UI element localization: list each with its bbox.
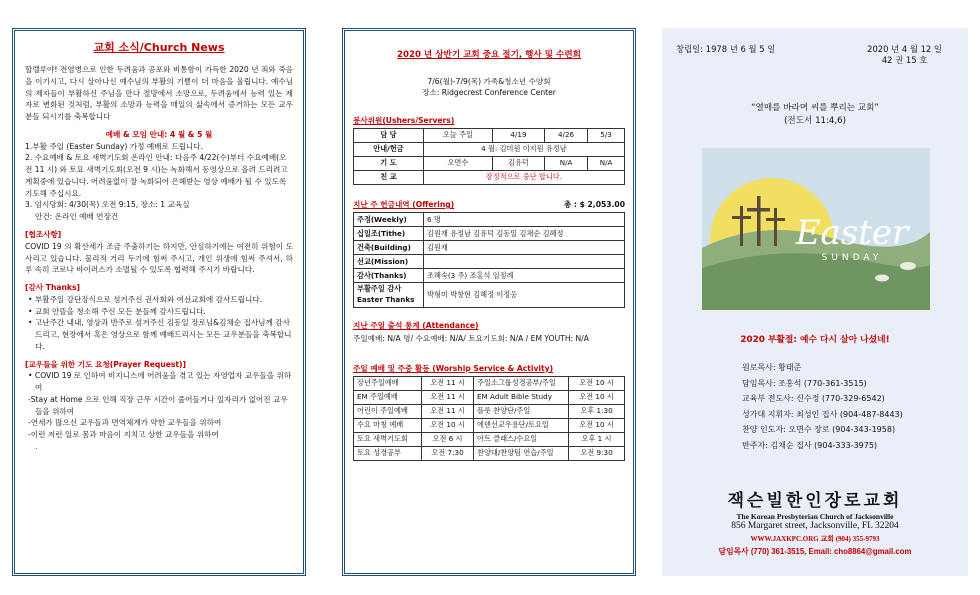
- staff-item: 원로목사: 황태준: [742, 363, 802, 372]
- table-cell: 오전 10 시: [569, 419, 625, 433]
- prayer-item: -이런 저런 일로 몸과 마음이 지치고 상한 교우들을 위하여: [28, 430, 219, 440]
- staff-item: 교육부 전도사: 신수정 (770-329-6542): [742, 394, 885, 404]
- table-row: [354, 283, 625, 308]
- table-cell: EM 주일예배: [354, 391, 422, 405]
- table-cell: 친 교: [354, 171, 424, 185]
- table-row: [354, 405, 625, 419]
- activities-title: 주일 예배 및 주중 활동 (Worship Service & Activity): [353, 363, 554, 373]
- servers-table: [353, 128, 625, 185]
- prayer-title: [교우들을 위한 기도 요청(Prayer Request)]: [25, 359, 186, 369]
- prayer-item: • COVID 19 로 인하여 비지니스에 어려움을 겪고 있는 자영업자 교우들을 위하여: [28, 371, 292, 393]
- activities-table: [353, 376, 625, 461]
- events-panel: [342, 28, 636, 576]
- english-name: The Korean Presbyterian Church of Jacksonville: [736, 512, 894, 521]
- table-cell: 수요 마칭 예배: [354, 419, 422, 433]
- table-cell: 4 월: 김미원 이지원 유정남: [423, 143, 624, 157]
- staff-list: [742, 360, 903, 454]
- table-cell: 잠정적으로 중단 합니다.: [423, 171, 624, 185]
- offering-title: 지난 주 헌금내역 (Offering): [353, 200, 455, 210]
- table-cell: 플룻 찬양단/주일: [474, 405, 569, 419]
- table-row: [354, 227, 625, 241]
- table-cell: 오면수: [423, 157, 492, 171]
- table-row: [354, 171, 625, 185]
- church-contact: [662, 512, 968, 557]
- table-cell: 십일조(Tithe): [354, 227, 424, 241]
- table-row: [354, 157, 625, 171]
- easter-word: Easter: [795, 213, 909, 253]
- table-row: [354, 213, 625, 227]
- table-row: [354, 143, 625, 157]
- table-cell: 찬양대/찬양팀 연습/주일: [474, 447, 569, 461]
- verse-reference: (전도서 11:4,6): [784, 115, 846, 126]
- website-link[interactable]: WWW.JAXKPC.ORG 교회 (904) 355-9793: [750, 535, 880, 544]
- motto-text: “열매를 바라며 씨를 뿌리는 교회”: [751, 103, 879, 113]
- staff-item: 찬양 인도자: 오면수 장로 (904-343-1958): [742, 425, 896, 435]
- table-cell: 오전 6 시: [422, 433, 474, 447]
- table-cell: 오전 9:30: [569, 447, 625, 461]
- thanks-item: • 고난주간 내내, 영상과 반주로 섬겨주신 김동일 장로님&김채순 집사님께 감사드리고, 현장에서 혹은 영상으로 함께 예배드리시는 모든 교우분들을 축복합니다.: [28, 318, 292, 351]
- offering-header: [353, 199, 625, 210]
- table-row: [354, 377, 625, 391]
- table-cell: 오전 11 시: [422, 377, 474, 391]
- intro-paragraph: 할렐루야! 전염병으로 인한 두려움과 공포와 비통함이 가득한 2020 년 죄와 죽음을 이기시고, 다시 살아나신 예수님의 부활의 기쁨이 더 마음을 울립니다. 예수님의 제자들이 부활하신 주님을 만나 절망에서 소망으로, 두려움에서 능력 있는 제자로 변화된 것처럼, 부활의 소망과 능력을 매일의 삶속에서 증거하는 모든 교우분들 되시기를 축복합니다: [25, 65, 293, 122]
- table-cell: 오늘 주일: [423, 129, 492, 143]
- table-cell: 5/3: [588, 129, 625, 143]
- church-address: 856 Margaret street, Jacksonville, FL 32204: [731, 521, 899, 532]
- table-cell: 토요 성경공부: [354, 447, 422, 461]
- founded-date: 창립일: 1978 년 6 월 5 일: [676, 44, 776, 54]
- table-cell: 4/19: [492, 129, 544, 143]
- notice-title: [협조사항]: [25, 230, 62, 239]
- table-cell: [424, 255, 625, 269]
- table-row: [354, 269, 625, 283]
- notice-text: COVID 19 의 확산세가 조금 주춤하기는 하지만, 안심하기에는 여전히 위험이 도사리고 있습니다. 물리적 거리 두기에 힘써 주시고, 개인 위생에 힘써 주셔서, 하루 속히 코로나 바이러스가 소멸될 수 있도록 협력해 주시기 바랍니다.: [25, 241, 293, 275]
- offering-table: [353, 212, 625, 308]
- attendance-text: 주일예배: N/A 명/ 수요예배: N/A/ 토요기도회: N/A / EM YOUTH: N/A: [353, 334, 589, 344]
- table-cell: 안내/헌금: [354, 143, 424, 157]
- table-cell: 오전 11 시: [422, 391, 474, 405]
- worship-item: 1.부활 주일 (Easter Sunday) 가정 예배로 드립니다.: [25, 141, 204, 151]
- church-name: 잭슨빌한인장로교회: [727, 491, 903, 511]
- table-row: [354, 391, 625, 405]
- table-row: [354, 433, 625, 447]
- worship-item: 3. 임시당회: 4/30(목) 오전 9:15, 장소: 1 교육실: [25, 200, 190, 210]
- table-cell: 오후 1:30: [569, 405, 625, 419]
- pastor-contact[interactable]: 담임목사 (770) 361-3515, Email: cho8864@gmail.com: [718, 547, 912, 556]
- staff-item: 성가대 지휘자: 최성인 집사 (904-487-8443): [742, 409, 903, 419]
- church-news-title: 교회 소식/Church News: [93, 41, 225, 54]
- table-cell: 선교(Mission): [354, 255, 424, 269]
- table-cell: 감사(Thanks): [354, 269, 424, 283]
- thanks-item: • 교회 안뜰을 청소해 주신 모든 분들께 감사드립니다.: [28, 306, 206, 316]
- sunday-word: SUNDAY: [821, 253, 883, 263]
- staff-item: 담임목사: 조홍석 (770-361-3515): [742, 378, 867, 388]
- table-row: [354, 255, 625, 269]
- cover-panel: [662, 28, 968, 576]
- worship-schedule-title: 예배 & 모임 안내: 4 월 & 5 월: [105, 129, 213, 139]
- table-cell: 건축(Building): [354, 241, 424, 255]
- staff-item: 반주자: 김채순 집사 (904-333-3975): [742, 440, 878, 450]
- issue-volume: 42 권 15 호: [881, 55, 928, 66]
- table-cell: N/A: [544, 157, 587, 171]
- table-cell: EM Adult Bible Study: [474, 391, 569, 405]
- worship-item: 안건: 온라인 예배 연장건: [35, 212, 119, 222]
- table-cell: 담 당: [354, 129, 424, 143]
- table-cell: 오전 10 시: [569, 391, 625, 405]
- worship-item: 2. 수요예배 & 토요 새벽기도회 온라인 안내: 다음주 4/22(수)부터 수요예배(오전 11 시) 와 토요 새벽기도회(오전 9 시)는 녹화해서 동영상으로 올려 드리려고 계획중에 있습니다. 어려움없이 잘 녹화되어 은혜받는 영상 예배가 될 수 있도록 기도해 주십시요.: [25, 153, 288, 198]
- table-cell: N/A: [588, 157, 625, 171]
- trailing-dot: .: [35, 442, 38, 452]
- table-cell: 토요 새벽기도회: [354, 433, 422, 447]
- table-cell: 부활주일 감사 Easter Thanks: [354, 283, 424, 308]
- table-cell: 오전 7:30: [422, 447, 474, 461]
- church-news-panel: [12, 28, 306, 576]
- attendance-title: 지난 주일 출석 통계 (Attendance): [353, 321, 479, 331]
- table-cell: 장년주일예배: [354, 377, 422, 391]
- events-title: 2020 년 상반기 교회 중요 절기, 행사 및 수련회: [397, 50, 581, 60]
- table-cell: 기 도: [354, 157, 424, 171]
- thanks-title: [감사 Thanks]: [25, 283, 80, 293]
- table-row: [354, 241, 625, 255]
- motto: [662, 102, 968, 128]
- table-cell: 오전 10 시: [569, 377, 625, 391]
- table-cell: 오후 1 시: [569, 433, 625, 447]
- thanks-item: • 부활주일 강단장식으로 섬겨주신 권사회와 여선교회에 감사드립니다.: [28, 294, 263, 304]
- easter-theme: 2020 부활절: 예수 다시 살아 나셨네!: [740, 335, 890, 345]
- table-row: [354, 129, 625, 143]
- issue-date: 2020 년 4 월 12 일: [867, 44, 942, 54]
- table-cell: 아트 클래스/수요일: [474, 433, 569, 447]
- table-cell: 주일소그룹성경공부/주일: [474, 377, 569, 391]
- table-cell: 조혜숙(3 주) 조홍석 임정례: [424, 269, 625, 283]
- event-dates: 7/6(월)-7/9(목) 가족&청소년 수양회: [427, 76, 551, 86]
- table-cell: 김원재: [424, 241, 625, 255]
- offering-total: 총 : $ 2,053.00: [563, 200, 625, 210]
- table-cell: 김원재 유정남 김유덕 김동일 김채순 김혜정: [424, 227, 625, 241]
- table-cell: 오전 11 시: [422, 405, 474, 419]
- table-cell: 에덴선교우용단/토요일: [474, 419, 569, 433]
- table-cell: 6 명: [424, 213, 625, 227]
- table-row: [354, 419, 625, 433]
- table-cell: 어린이 주일예배: [354, 405, 422, 419]
- event-venue: 장소: Ridgecrest Conference Center: [422, 88, 556, 98]
- table-cell: 주정(Weekly): [354, 213, 424, 227]
- prayer-item: -Stay at Home 으로 인해 직장 근무 시간이 줄어들거나 일자리가 없어진 교우들을 위하여: [28, 394, 288, 416]
- easter-sunday-image: [702, 148, 930, 310]
- table-cell: 오전 10 시: [422, 419, 474, 433]
- table-cell: 박형미 박창현 김혜정 이정옹: [424, 283, 625, 308]
- table-cell: 김유덕: [492, 157, 544, 171]
- servers-title: 봉사위원(Ushers/Servers): [353, 115, 455, 125]
- issue-info: [867, 44, 942, 67]
- table-row: [354, 447, 625, 461]
- table-cell: 4/26: [544, 129, 587, 143]
- prayer-item: -연세가 많으신 교우들과 면역체계가 약한 교우들을 위하여: [28, 418, 222, 428]
